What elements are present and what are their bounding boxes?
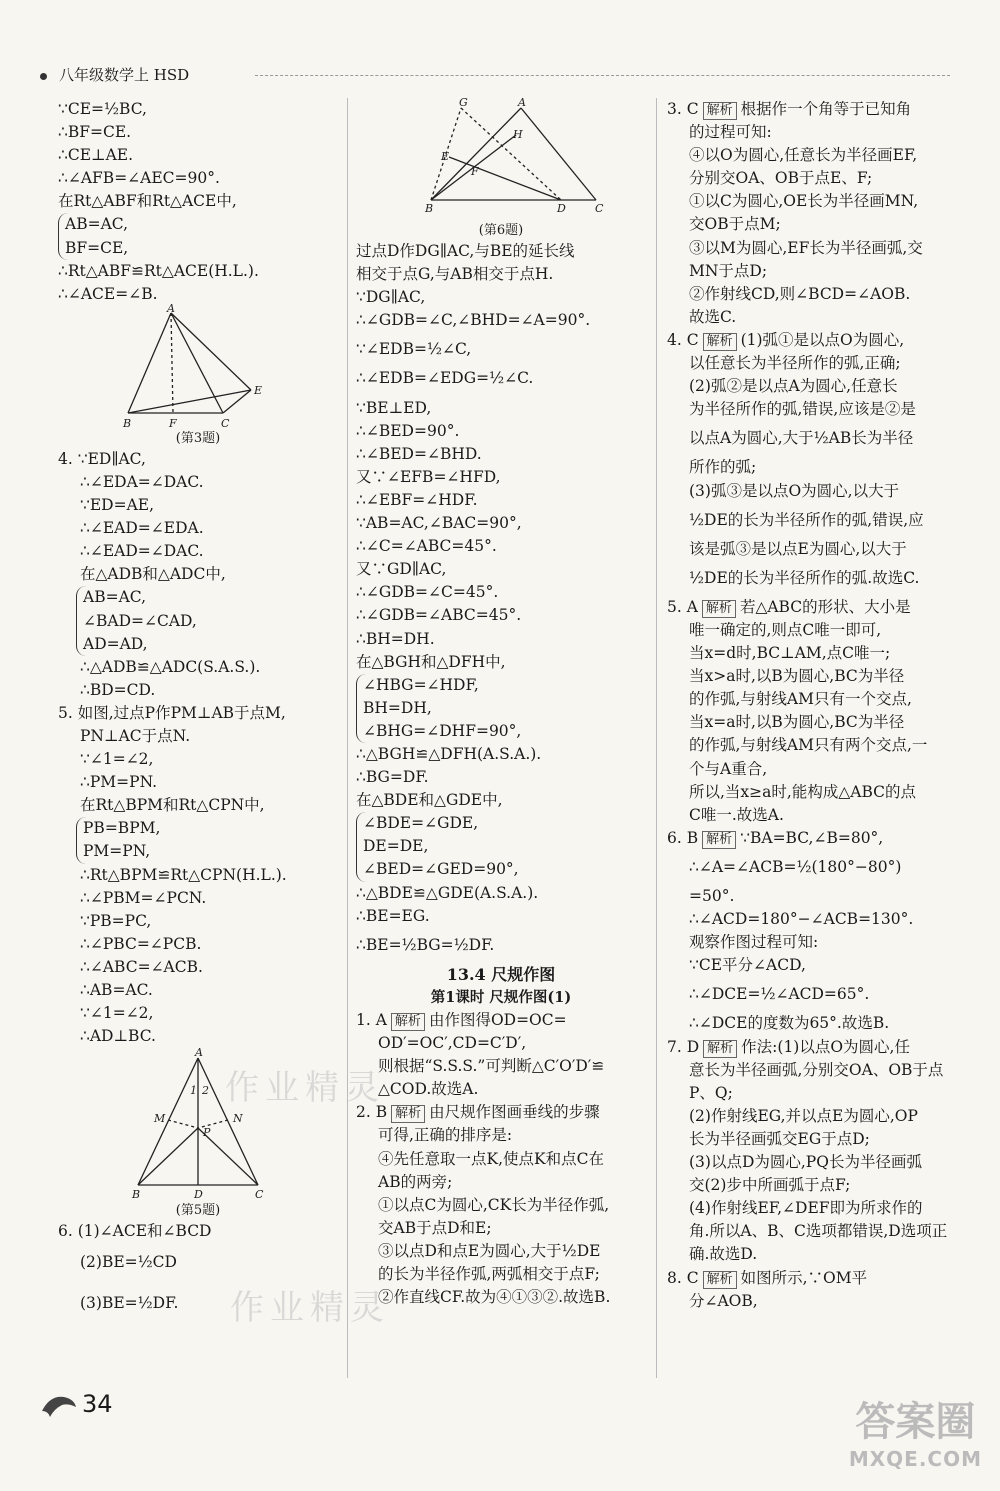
text-line: ∴BD=CD. [80,680,156,699]
answer-label: 8. C [667,1268,699,1287]
text-line: 的作弧,与射线AM只有一个交点, [689,690,912,709]
text-line: 观察作图过程可知: [689,933,819,952]
text-line: 作法:(1)以点O为圆心,任 [741,1037,910,1056]
text-line: ∴∠PBM=∠PCN. [80,888,207,907]
site-logo [849,1390,982,1471]
text-line: (4)作射线EF,∠DEF即为所求作的 [689,1199,923,1218]
text-line: DE=DE, [363,837,429,856]
text-line: ∴∠DCE=½∠ACD=65°. [689,985,870,1004]
text-line: ∴∠GDB=∠ABC=45°. [356,606,522,625]
svg-text:B: B [132,1188,141,1202]
figure-caption: (第5题) [175,1203,221,1219]
text-line: ∴∠EDB=∠EDG=½∠C. [356,369,534,388]
text-line: ∴∠EDA=∠DAC. [80,472,204,491]
svg-text:B: B [123,416,132,430]
svg-text:D: D [557,202,566,215]
svg-text:2: 2 [202,1084,209,1098]
text-line: ④先任意取一点K,使点K和点C在 [378,1149,604,1168]
text-line: ∴∠ABC=∠ACB. [80,957,203,976]
text-line: ∴△BGH≌△DFH(A.S.A.). [356,744,542,763]
text-line: 确.故选D. [689,1245,758,1264]
text-line: AD=AD, [83,634,148,653]
text-line: ∵PB=PC, [80,911,152,930]
analysis-tag: 解析 [703,333,737,351]
text-line: ∴AB=AC. [80,981,153,999]
text-line: ④以O为圆心,任意长为半径画EF, [689,146,918,165]
text-line: 角.所以A、B、C选项都错误,D选项正 [689,1222,948,1241]
svg-text:E: E [441,150,450,163]
bullet-icon [40,73,47,80]
svg-text:A: A [195,1046,203,1060]
text-line: 所作的弧; [689,458,757,477]
text-line: MN于点D; [689,261,768,280]
svg-text:M: M [154,1112,166,1126]
dolphin-icon [40,1391,78,1419]
text-line: 若△ABC的形状、大小是 [739,597,911,616]
answer-label: 5. A [667,597,698,616]
text-line: ∴BF=CE. [58,123,132,142]
text-line: 相交于点G,与AB相交于点H. [356,265,554,284]
logo-text: 答案圈 [855,1399,976,1445]
text-line: P、Q; [689,1083,733,1102]
text-line: ∴PM=PN. [80,773,158,792]
text-line: PM=PN, [83,842,151,861]
figure-caption: (第6题) [478,223,524,238]
text-line: (3)以点D为圆心,PQ长为半径画弧 [689,1153,922,1172]
text-line: 如图所示,∵OM平 [740,1268,868,1287]
text-line: ∴BG=DF. [356,768,429,787]
svg-text:E: E [254,383,263,397]
watermark: 作业精灵 [230,1288,390,1328]
text-line: ∵CE=½BC, [58,100,147,118]
answer-label: 7. D [667,1037,700,1056]
text-line: ∴BE=½BG=½DF. [356,935,495,954]
text-line: ③以点D和点E为圆心,大于½DE [378,1241,601,1260]
text-line: 则根据“S.S.S.”可判断△C′O′D′≌ [378,1057,605,1076]
text-line: 为半径所作的弧,错误,应该是②是 [689,400,916,419]
svg-text:1: 1 [190,1084,197,1098]
text-line: 分别交OA、OB于点E、F; [689,169,873,188]
text-line: ②作射线CD,则∠BCD=∠AOB. [689,284,911,303]
text-line: △COD.故选A. [378,1080,479,1099]
answer-8 [667,1267,959,1290]
text-line: ∵AB=AC,∠BAC=90°, [356,514,522,533]
text-line: ∴∠BED=∠BHD. [356,444,482,463]
text-line: 过点D作DG∥AC,与BE的延长线 [356,242,575,260]
answer-5 [667,596,959,619]
answer-label: 6. B [667,828,699,847]
analysis-tag: 解析 [391,1013,425,1031]
text-line: ∴∠EBF=∠HDF. [356,490,478,509]
text-line: 的长为半径作弧,两弧相交于点F; [378,1265,600,1284]
text-line: 在△BDE和△GDE中, [356,791,503,810]
text-line: (3)BE=½DF. [80,1294,179,1313]
text-line: ∴∠AFB=∠AEC=90°. [58,169,220,188]
column-2 [356,98,646,1309]
equation-brace [356,674,646,743]
text-line: ∵ED=AE, [80,496,155,515]
text-line: ∴∠EAD=∠DAC. [80,542,204,561]
text-line: 所以,当x≥a时,能构成△ABC的点 [689,782,916,801]
text-line: 5. 如图,过点P作PM⊥AB于点M, [58,703,286,722]
svg-text:B: B [425,202,434,215]
text-line: OD′=OC′,CD=C′D′, [378,1034,527,1053]
section-title: 13.4 尺规作图 [446,964,556,984]
text-line: ∵∠1=∠2, [80,1004,154,1023]
text-line: 以点A为圆心,大于½AB长为半径 [689,429,914,448]
text-line: ∵BE⊥ED, [356,398,432,417]
text-line: C唯一.故选A. [689,805,784,824]
text-line: 交AB于点D和E; [378,1218,492,1237]
text-line: 该是弧③是以点E为圆心,以大于 [689,539,907,558]
text-line: 交OB于点M; [689,215,781,234]
text-line: 当x>a时,以B为圆心,BC为半径 [689,667,905,686]
text-line: ½DE的长为半径所作的弧.故选C. [689,568,920,587]
svg-text:C: C [255,1188,264,1202]
text-line: ∵DG∥AC, [356,288,426,307]
analysis-tag: 解析 [702,831,736,849]
analysis-tag: 解析 [703,1040,737,1058]
text-line: ∴△BDE≌△GDE(A.S.A.). [356,883,539,902]
page-number-text: 34 [82,1390,113,1418]
text-line: (3)弧③是以点O为圆心,以大于 [689,481,900,500]
text-line: ∴∠DCE的度数为65°.故选B. [689,1014,890,1033]
answer-3 [667,98,959,121]
text-line: BH=DH, [363,698,432,717]
text-line: ∴∠A=∠ACB=½(180°−80°) [689,857,902,876]
text-line: ①以C为圆心,OE长为半径画MN, [689,192,919,211]
text-line: 4. ∵ED∥AC, [58,449,146,468]
answer-label: 1. A [356,1011,387,1029]
text-line: ①以点C为圆心,CK长为半径作弧, [378,1195,610,1214]
text-line: 由作图得OD=OC= [428,1011,567,1029]
text-line: ∴BH=DH. [356,629,435,648]
text-line: ∴△ADB≌△ADC(S.A.S.). [80,657,261,676]
text-line: (2)BE=½CD [80,1253,177,1272]
text-line: ∠BAD=∠CAD, [83,611,197,630]
text-line: ∴∠BED=90°. [356,421,460,440]
text-line: 长为半径画弧交EG于点D; [689,1129,870,1148]
text-line: ②作直线CF.故为④①③②.故选B. [378,1288,611,1307]
answer-6 [667,827,959,850]
analysis-tag: 解析 [703,1271,737,1289]
text-line: BF=CE, [65,238,129,257]
text-line: AB=AC, [65,215,128,234]
text-line: ∴BE=EG. [356,906,430,925]
analysis-tag: 解析 [703,102,737,120]
text-line: PB=BPM, [83,819,161,838]
answer-label: 4. C [667,330,699,349]
answer-2 [356,1101,646,1124]
text-line: PN⊥AC于点N. [80,726,191,745]
text-line: ③以M为圆心,EF长为半径画弧,交 [689,238,923,257]
text-line: 可得,正确的排序是: [378,1126,513,1145]
text-line: ∵CE平分∠ACD, [689,956,806,975]
text-line: ∴Rt△BPM≌Rt△CPN(H.L.). [80,865,287,884]
text-line: ∴∠GDB=∠C,∠BHD=∠A=90°. [356,311,591,330]
text-line: ∠HBG=∠HDF, [363,675,479,694]
figure-3 [123,301,273,430]
logo-url: MXQE.COM [848,1447,982,1471]
text-line: 个与A重合, [689,759,768,778]
answer-4 [667,329,959,352]
text-line: 又∵∠EFB=∠HFD, [356,467,501,486]
text-line: 由尺规作图画垂线的步骤 [429,1103,600,1122]
column-divider [656,98,657,1378]
text-line: ∴∠EAD=∠EDA. [80,519,204,538]
text-line: 当x=d时,BC⊥AM,点C唯一; [689,644,891,663]
watermark: 作业精灵 [225,1068,385,1108]
text-line: ∵∠1=∠2, [80,750,154,769]
svg-text:N: N [233,1112,243,1126]
text-line: ∴CE⊥AE. [58,146,134,165]
column-divider [347,98,348,1378]
text-line: ∠BHG=∠DHF=90°, [363,721,522,740]
answer-1 [356,1009,646,1032]
svg-text:D: D [194,1188,203,1202]
text-line: 在Rt△ABF和Rt△ACE中, [58,192,237,211]
text-line: 根据作一个角等于已知角 [740,100,912,118]
svg-text:A: A [167,301,175,315]
column-3 [667,98,959,1313]
text-line: 又∵GD∥AC, [356,560,447,579]
text-line: ∴AD⊥BC. [80,1027,156,1046]
column-1 [58,98,338,1316]
text-line: ∴∠ACD=180°−∠ACB=130°. [689,910,914,929]
text-line: ∴∠GDB=∠C=45°. [356,583,499,602]
answer-label: 3. C [667,100,699,118]
text-line: AB=AC, [83,588,146,607]
svg-text:F: F [471,165,479,178]
svg-text:H: H [513,128,523,141]
text-line: 意长为半径画弧,分别交OA、OB于点 [689,1060,944,1079]
text-line: 在△BGH和△DFH中, [356,652,506,671]
equation-brace [76,817,338,863]
text-line: ∴∠PBC=∠PCB. [80,934,202,953]
text-line: (1)弧①是以点O为圆心, [740,330,905,349]
text-line: 的过程可知: [689,123,772,142]
text-line: 6. (1)∠ACE和∠BCD [58,1222,212,1241]
text-line: 在Rt△BPM和Rt△CPN中, [80,796,265,815]
svg-text:C: C [221,416,230,430]
text-line: 当x=a时,以B为圆心,BC为半径 [689,713,905,732]
text-line: AB的两旁; [378,1172,453,1191]
subsection-title: 第1课时 尺规作图(1) [430,988,572,1006]
svg-text:A: A [518,96,526,109]
text-line: 以任意长为半径所作的弧,正确; [689,354,901,373]
text-line: ∴∠ACE=∠B. [58,284,158,303]
svg-text:C: C [595,202,604,215]
svg-text:G: G [459,96,468,109]
figure-6 [401,96,604,220]
analysis-tag: 解析 [702,600,736,618]
text-line: 唯一确定的,则点C唯一即可, [689,620,882,639]
text-line: ∠BED=∠GED=90°, [363,860,519,879]
text-line: (2)作射线EG,并以点E为圆心,OP [689,1106,918,1125]
text-line: ½DE的长为半径所作的弧,错误,应 [689,510,924,529]
equation-brace [58,213,338,259]
text-line: 交(2)步中所画弧于点F; [689,1176,851,1195]
text-line: ∵∠EDB=½∠C, [356,340,472,359]
equation-brace [356,812,646,881]
page-header [40,64,950,86]
answer-label: 2. B [356,1103,388,1122]
text-line: ∴∠C=∠ABC=45°. [356,537,497,556]
text-line: 分∠AOB, [689,1291,758,1310]
svg-text:P: P [203,1126,211,1140]
header-rule [255,75,950,76]
text-line: ∠BDE=∠GDE, [363,814,479,833]
figure-caption: (第3题) [175,430,221,446]
text-line: 在△ADB和△ADC中, [80,565,226,584]
header-title: 八年级数学上 HSD [59,66,190,84]
analysis-tag: 解析 [391,1105,425,1123]
text-line: =50°. [689,887,735,905]
svg-text:F: F [169,416,177,430]
text-line: 的作弧,与射线AM只有两个交点,一 [689,736,928,755]
answer-7 [667,1036,959,1059]
text-line: ∵BA=BC,∠B=80°, [740,828,884,847]
text-line: 故选C. [689,307,737,326]
text-line: ∴Rt△ABF≌Rt△ACE(H.L.). [58,261,259,280]
page-number [40,1390,113,1419]
equation-brace [76,586,338,655]
text-line: (2)弧②是以点A为圆心,任意长 [689,377,898,396]
